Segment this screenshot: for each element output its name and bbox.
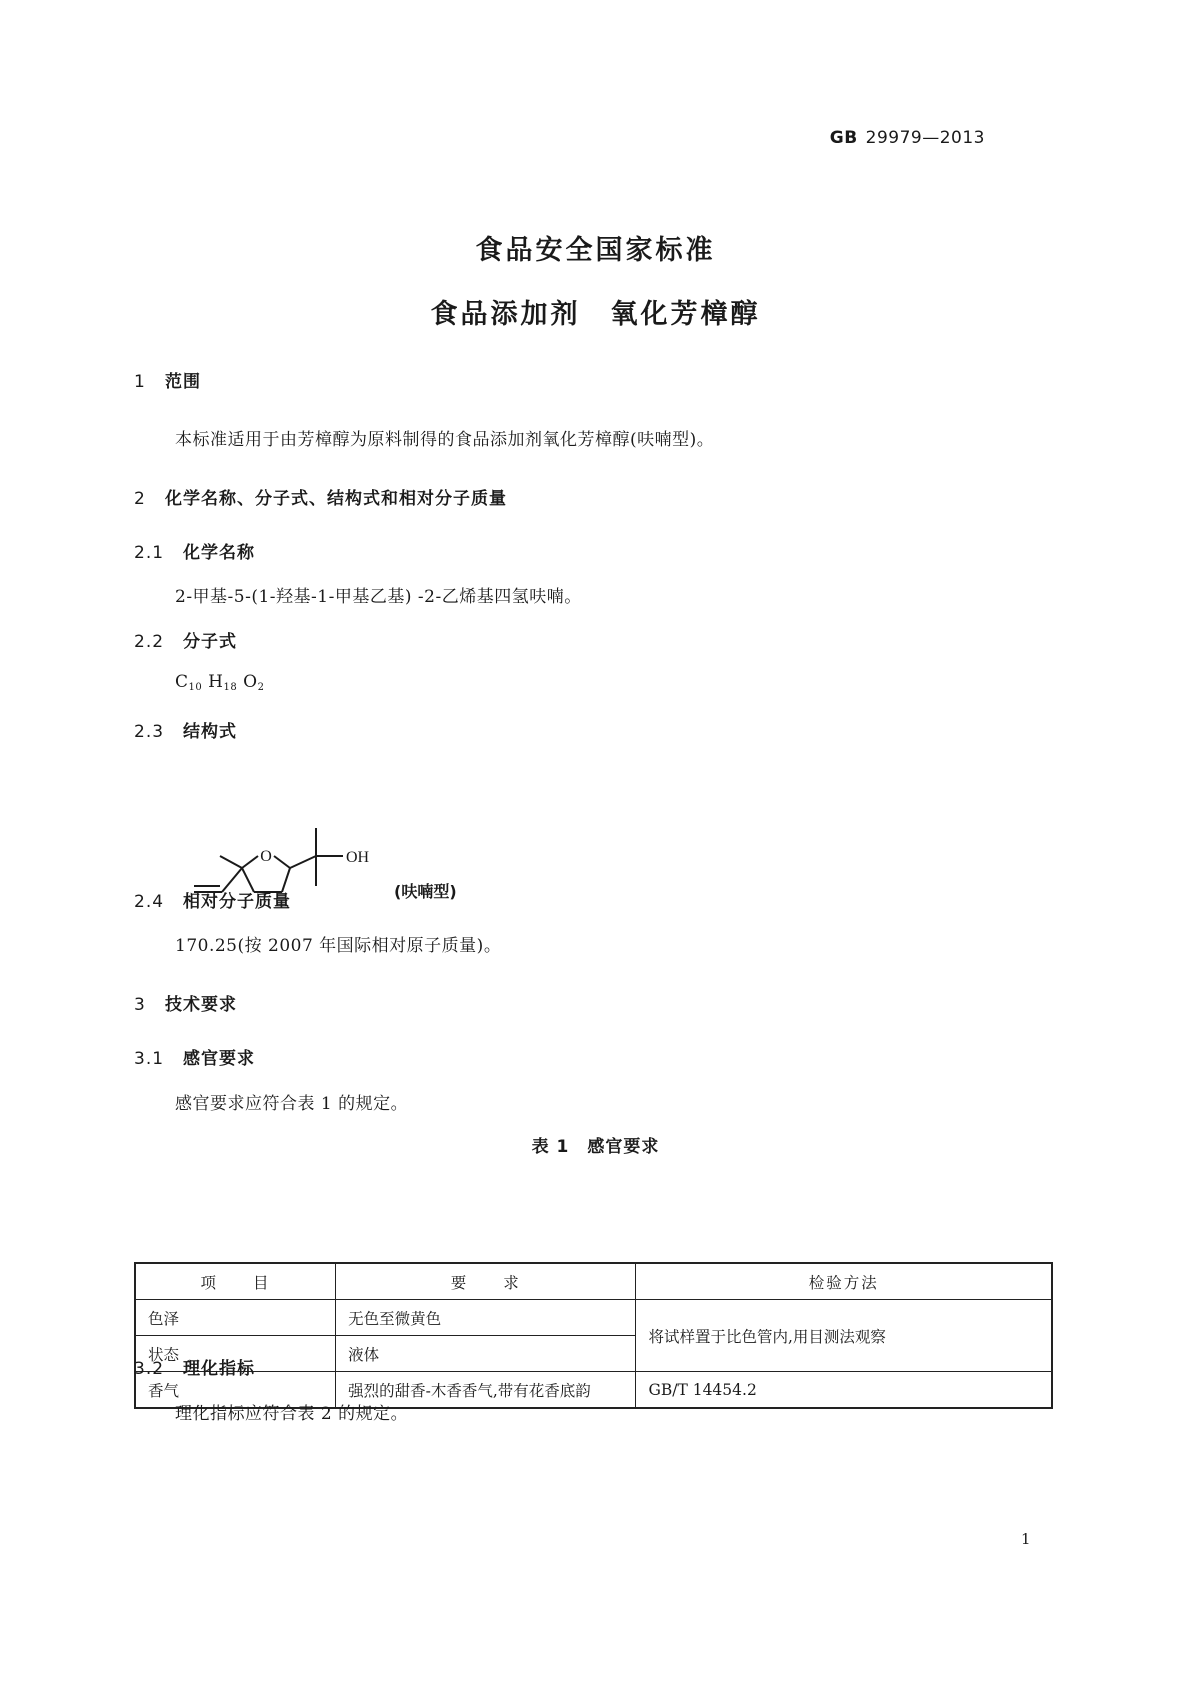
table-1	[134, 1262, 1053, 1409]
formula-h-count: 18	[223, 682, 238, 693]
formula-c-count: 10	[188, 682, 203, 693]
table-cell-method: 将试样置于比色管内,用目测法观察	[636, 1300, 1052, 1372]
section-title: 相对分子质量	[183, 892, 291, 912]
section-1-heading	[134, 367, 201, 392]
section-number: 3	[134, 995, 146, 1015]
table-header-cell: 检验方法	[636, 1263, 1052, 1300]
section-title: 分子式	[183, 632, 237, 652]
molecular-formula	[175, 672, 264, 693]
document-subtitle: 食品添加剂 氧化芳樟醇	[430, 299, 761, 330]
section-2-3-heading	[134, 717, 237, 742]
table-cell-item: 状态	[135, 1336, 336, 1372]
section-2-4-text: 170.25(按 2007 年国际相对原子质量)。	[175, 936, 502, 956]
section-3-2-heading	[134, 1354, 255, 1379]
section-number: 3.1	[134, 1049, 165, 1069]
section-number: 2.2	[134, 632, 165, 652]
section-title: 感官要求	[183, 1049, 255, 1069]
section-title: 理化指标	[183, 1359, 255, 1379]
section-number: 2.4	[134, 892, 165, 912]
table-cell-method: GB/T 14454.2	[636, 1372, 1052, 1409]
section-2-heading	[134, 484, 507, 509]
table-cell-requirement: 液体	[336, 1336, 636, 1372]
section-3-1-heading	[134, 1044, 255, 1069]
formula-o-count: 2	[257, 682, 265, 693]
table-row	[135, 1300, 1052, 1336]
hydroxyl-label: OH	[346, 849, 370, 866]
page-number: 1	[1021, 1530, 1031, 1548]
section-2-1-heading	[134, 538, 255, 563]
table-1-caption: 表 1 感官要求	[531, 1137, 660, 1157]
section-title: 技术要求	[165, 995, 237, 1015]
section-title: 化学名称、分子式、结构式和相对分子质量	[165, 489, 507, 509]
formula-o: O	[243, 672, 258, 692]
section-number: 2.3	[134, 722, 165, 742]
section-number: 3.2	[134, 1359, 165, 1379]
section-2-2-heading	[134, 627, 237, 652]
standard-code-prefix: GB	[829, 128, 858, 148]
table-cell-item: 香气	[135, 1372, 336, 1409]
section-number: 2	[134, 489, 146, 509]
standard-code	[830, 128, 985, 148]
table-cell-requirement: 强烈的甜香-木香香气,带有花香底韵	[336, 1372, 636, 1409]
table-header-row	[135, 1263, 1052, 1300]
table-header-cell: 项 目	[135, 1263, 336, 1300]
table-header-cell: 要 求	[336, 1263, 636, 1300]
section-number: 2.1	[134, 543, 165, 563]
structure-caption: (呋喃型)	[394, 882, 457, 901]
section-number: 1	[134, 372, 146, 392]
section-2-4-heading	[134, 887, 291, 912]
formula-c: C	[175, 672, 189, 692]
section-3-2-text: 理化指标应符合表 2 的规定。	[175, 1404, 409, 1424]
table-cell-requirement: 无色至微黄色	[336, 1300, 636, 1336]
document-title: 食品安全国家标准	[475, 235, 716, 266]
section-title: 化学名称	[183, 543, 255, 563]
section-1-text: 本标准适用于由芳樟醇为原料制得的食品添加剂氧化芳樟醇(呋喃型)。	[175, 430, 715, 450]
section-3-heading	[134, 990, 237, 1015]
table-cell-item: 色泽	[135, 1300, 336, 1336]
section-3-1-text: 感官要求应符合表 1 的规定。	[175, 1094, 409, 1114]
section-2-1-text: 2-甲基-5-(1-羟基-1-甲基乙基) -2-乙烯基四氢呋喃。	[175, 587, 582, 607]
section-title: 范围	[165, 372, 201, 392]
ring-oxygen-label: O	[260, 848, 272, 865]
formula-h: H	[208, 672, 224, 692]
section-title: 结构式	[183, 722, 237, 742]
standard-code-number: 29979—2013	[865, 128, 985, 148]
